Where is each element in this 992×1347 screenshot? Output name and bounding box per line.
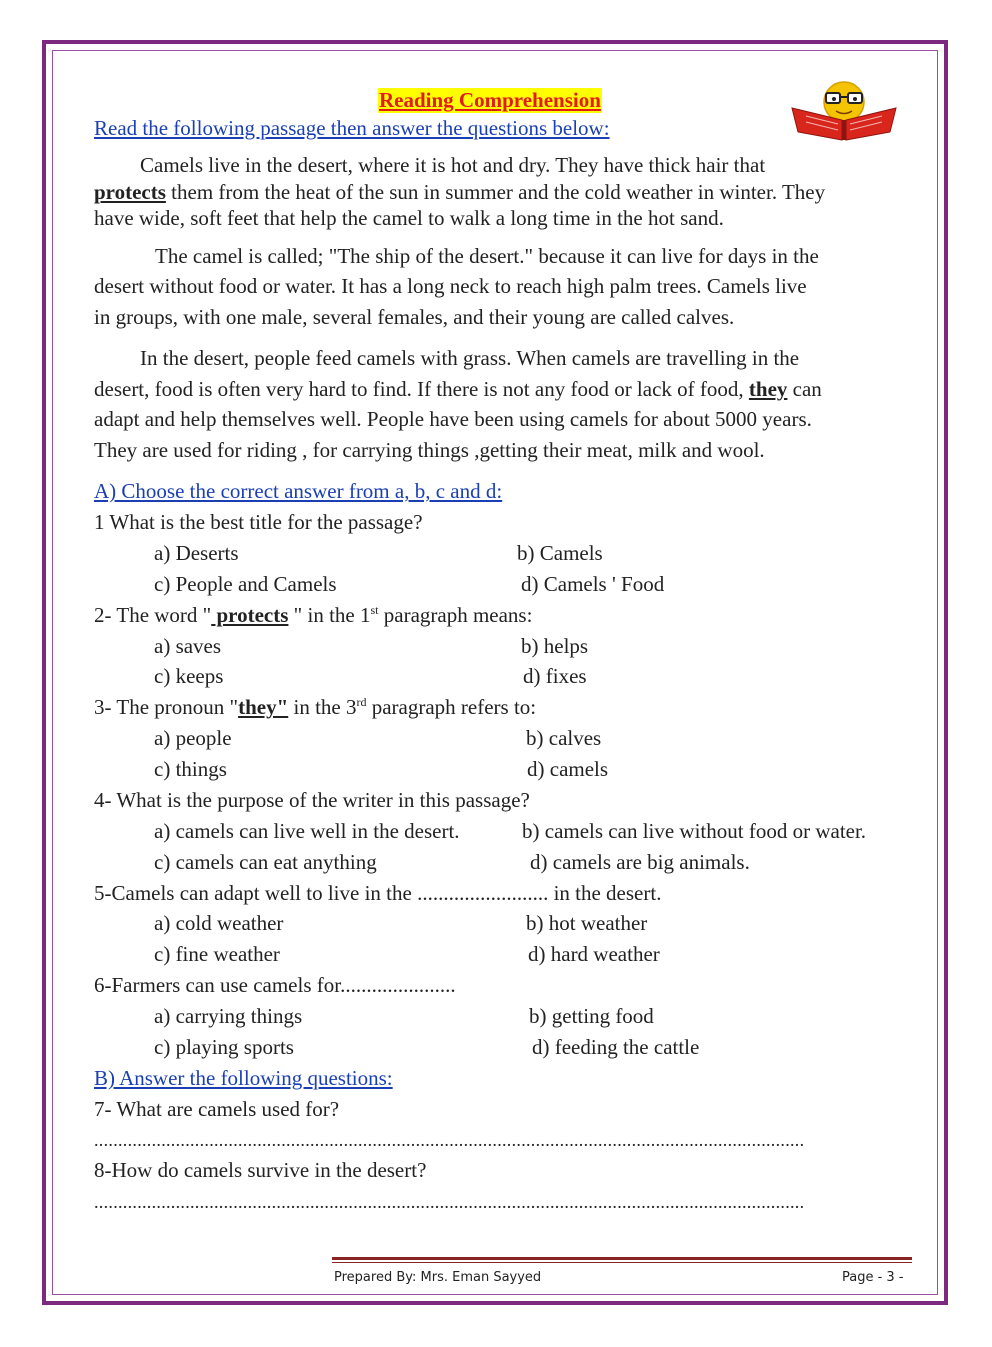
passage-p1-line2-rest: them from the heat of the sun in summer and the cold weather in winter. They <box>165 180 826 204</box>
question-6: 6-Farmers can use camels for...................... <box>94 973 456 997</box>
q4-option-a: a) camels can live well in the desert. <box>154 819 460 843</box>
passage-p2-line3: in groups, with one male, several females, and their young are called calves. <box>94 305 735 329</box>
q1-option-d: d) Camels ' Food <box>521 572 665 596</box>
q1-option-b: b) Camels <box>517 541 603 565</box>
q3-post: paragraph refers to: <box>366 695 537 719</box>
q6-option-c: c) playing sports <box>154 1035 294 1059</box>
passage-p3-line4: They are used for riding , for carrying things ,getting their meat, milk and wool. <box>94 438 765 462</box>
question-2 <box>94 603 532 628</box>
section-b-heading: B) Answer the following questions: <box>94 1066 393 1090</box>
footer-rule <box>332 1257 912 1260</box>
passage-p3-line2 <box>94 374 822 405</box>
q3-keyword: they" <box>238 695 289 719</box>
footer-rule-thin <box>332 1262 912 1263</box>
keyword-protects: protects <box>94 180 166 204</box>
q1-option-c: c) People and Camels <box>154 572 337 596</box>
passage-p3-line3: adapt and help themselves well. People have been using camels for about 5000 years. <box>94 407 812 431</box>
q5-option-c: c) fine weather <box>154 942 280 966</box>
footer-page-number: Page - 3 - <box>842 1270 904 1285</box>
q4-option-b: b) camels can live without food or water. <box>522 819 867 843</box>
question-7: 7- What are camels used for? <box>94 1097 340 1121</box>
passage-p3-line2-post: can <box>787 377 822 401</box>
passage-p3-line1: In the desert, people feed camels with grass. When camels are travelling in the <box>140 346 800 370</box>
question-4: 4- What is the purpose of the writer in this passage? <box>94 788 530 812</box>
section-a-heading: A) Choose the correct answer from a, b, c and d: <box>94 479 503 503</box>
q2-sup: st <box>370 603 379 617</box>
q5-option-d: d) hard weather <box>528 942 660 966</box>
question-5: 5-Camels can adapt well to live in the ......................... in the desert. <box>94 881 662 905</box>
q2-option-a: a) saves <box>154 634 222 658</box>
q3-option-c: c) things <box>154 757 227 781</box>
q2-post: paragraph means: <box>378 603 533 627</box>
q3-sup: rd <box>356 695 367 709</box>
passage-p1-line1: Camels live in the desert, where it is hot and dry. They have thick hair that <box>140 153 766 177</box>
passage-instruction: Read the following passage then answer the questions below: <box>94 116 610 140</box>
q6-option-b: b) getting food <box>529 1004 654 1028</box>
q6-option-d: d) feeding the cattle <box>532 1035 700 1059</box>
passage-p2-line2: desert without food or water. It has a long neck to reach high palm trees. Camels live <box>94 274 807 298</box>
q5-option-a: a) cold weather <box>154 911 284 935</box>
q2-option-b: b) helps <box>521 634 589 658</box>
passage-p2-line1: The camel is called; "The ship of the desert." because it can live for days in the <box>155 244 819 268</box>
q4-option-d: d) camels are big animals. <box>530 850 750 874</box>
q5-option-b: b) hot weather <box>526 911 648 935</box>
q4-option-c: c) camels can eat anything <box>154 850 377 874</box>
answer-line-8[interactable]: .................................................................................................................................................... <box>94 1192 805 1212</box>
q2-option-c: c) keeps <box>154 664 224 688</box>
question-8: 8-How do camels survive in the desert? <box>94 1158 427 1182</box>
keyword-they: they <box>748 377 788 401</box>
q3-option-b: b) calves <box>526 726 602 750</box>
q3-option-a: a) people <box>154 726 232 750</box>
answer-line-7[interactable]: .................................................................................................................................................... <box>94 1130 805 1150</box>
q2-keyword: protects <box>211 603 289 627</box>
page-title: Reading Comprehension <box>379 88 601 112</box>
reading-smiley-icon <box>784 80 904 142</box>
q3-mid: in the 3 <box>288 695 357 719</box>
q2-mid: " in the 1 <box>288 603 371 627</box>
q3-pre: 3- The pronoun " <box>94 695 239 719</box>
q6-option-a: a) carrying things <box>154 1004 303 1028</box>
passage-p3-line2-pre: desert, food is often very hard to find. If there is not any food or lack of food, <box>94 377 749 401</box>
q2-pre: 2- The word " <box>94 603 212 627</box>
footer-prepared-by: Prepared By: Mrs. Eman Sayyed <box>334 1270 542 1285</box>
q2-option-d: d) fixes <box>523 664 587 688</box>
q3-option-d: d) camels <box>527 757 609 781</box>
question-3 <box>94 695 536 720</box>
q1-option-a: a) Deserts <box>154 541 239 565</box>
question-1: 1 What is the best title for the passage? <box>94 510 423 534</box>
passage-p1-line3: have wide, soft feet that help the camel to walk a long time in the hot sand. <box>94 206 724 230</box>
